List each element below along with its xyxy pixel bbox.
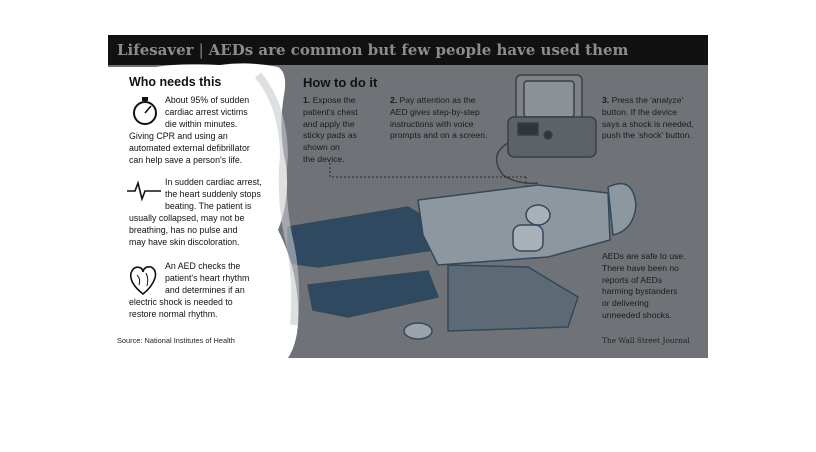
- para-3-line: electric shock is needed to: [129, 297, 233, 307]
- safety-line: AEDs are safe to use.: [602, 251, 686, 261]
- step-1-line: sticky pads as: [303, 130, 357, 141]
- para-1-cont: [129, 131, 250, 167]
- para-1-line: Giving CPR and using an: [129, 131, 228, 141]
- step-1-line: the device.: [303, 153, 345, 164]
- who-needs-heading: Who needs this: [129, 75, 222, 89]
- step-2-line: Pay attention as the: [399, 95, 476, 105]
- title-main: Lifesaver: [117, 41, 194, 59]
- para-1-line: About 95% of sudden: [165, 95, 250, 105]
- safety-line: or delivering: [602, 298, 649, 309]
- step-2-num: 2.: [390, 95, 398, 105]
- step-2-line: instructions with voice: [390, 118, 474, 129]
- para-2-line: In sudden cardiac arrest,: [165, 177, 262, 187]
- heart-icon: [126, 261, 160, 297]
- para-2: [165, 177, 262, 213]
- para-1-line: die within minutes.: [165, 118, 238, 129]
- step-1-line: Expose the: [312, 95, 356, 105]
- para-3: [165, 261, 249, 297]
- title-separator: |: [198, 41, 204, 59]
- safety-line: There have been no: [602, 262, 679, 273]
- para-1-line: cardiac arrest victims: [165, 106, 248, 117]
- para-3-cont: [129, 297, 233, 321]
- step-3-line: says a shock is needed,: [602, 118, 694, 129]
- para-2-line: may have skin discoloration.: [129, 236, 240, 247]
- title-subtitle: AEDs are common but few people have used them: [208, 41, 629, 59]
- safety-line: harming bystanders: [602, 286, 678, 297]
- step-1-num: 1.: [303, 95, 311, 105]
- publisher-credit: The Wall Street Journal: [602, 336, 690, 345]
- para-2-line: beating. The patient is: [165, 200, 252, 211]
- para-3-line: and determines if an: [165, 284, 245, 295]
- stopwatch-icon: [130, 94, 162, 126]
- safety-line: unneeded shocks.: [602, 309, 672, 320]
- para-1-line: can help save a person's life.: [129, 154, 243, 165]
- para-1-line: automated external defibrillator: [129, 142, 250, 153]
- step-1-line: patient's chest: [303, 106, 358, 117]
- para-3-line: An AED checks the: [165, 261, 241, 271]
- step-2-line: prompts and on a screen.: [390, 130, 488, 141]
- para-2-cont: [129, 213, 244, 249]
- source-note: Source: National Institutes of Health: [117, 336, 235, 345]
- para-2-line: breathing, has no pulse and: [129, 224, 238, 235]
- step-2-line: AED gives step-by-step: [390, 106, 480, 117]
- para-2-line: the heart suddenly stops: [165, 188, 261, 199]
- para-3-line: patient's heart rhythm: [165, 272, 250, 283]
- step-1-line: shown on: [303, 142, 340, 153]
- step-1-line: and apply the: [303, 118, 355, 129]
- heartbeat-icon: [126, 180, 162, 202]
- step-3-line: push the 'shock' button.: [602, 130, 692, 141]
- aed-infographic: [108, 35, 708, 358]
- how-to-heading: How to do it: [303, 75, 378, 90]
- safety-line: reports of AEDs: [602, 274, 663, 285]
- step-3-line: button. If the device: [602, 106, 678, 117]
- para-1: [165, 95, 249, 131]
- step-3-num: 3.: [602, 95, 610, 105]
- step-3-line: Press the 'analyze': [611, 95, 684, 105]
- para-2-line: usually collapsed, may not be: [129, 213, 245, 223]
- para-3-line: restore normal rhythm.: [129, 308, 218, 319]
